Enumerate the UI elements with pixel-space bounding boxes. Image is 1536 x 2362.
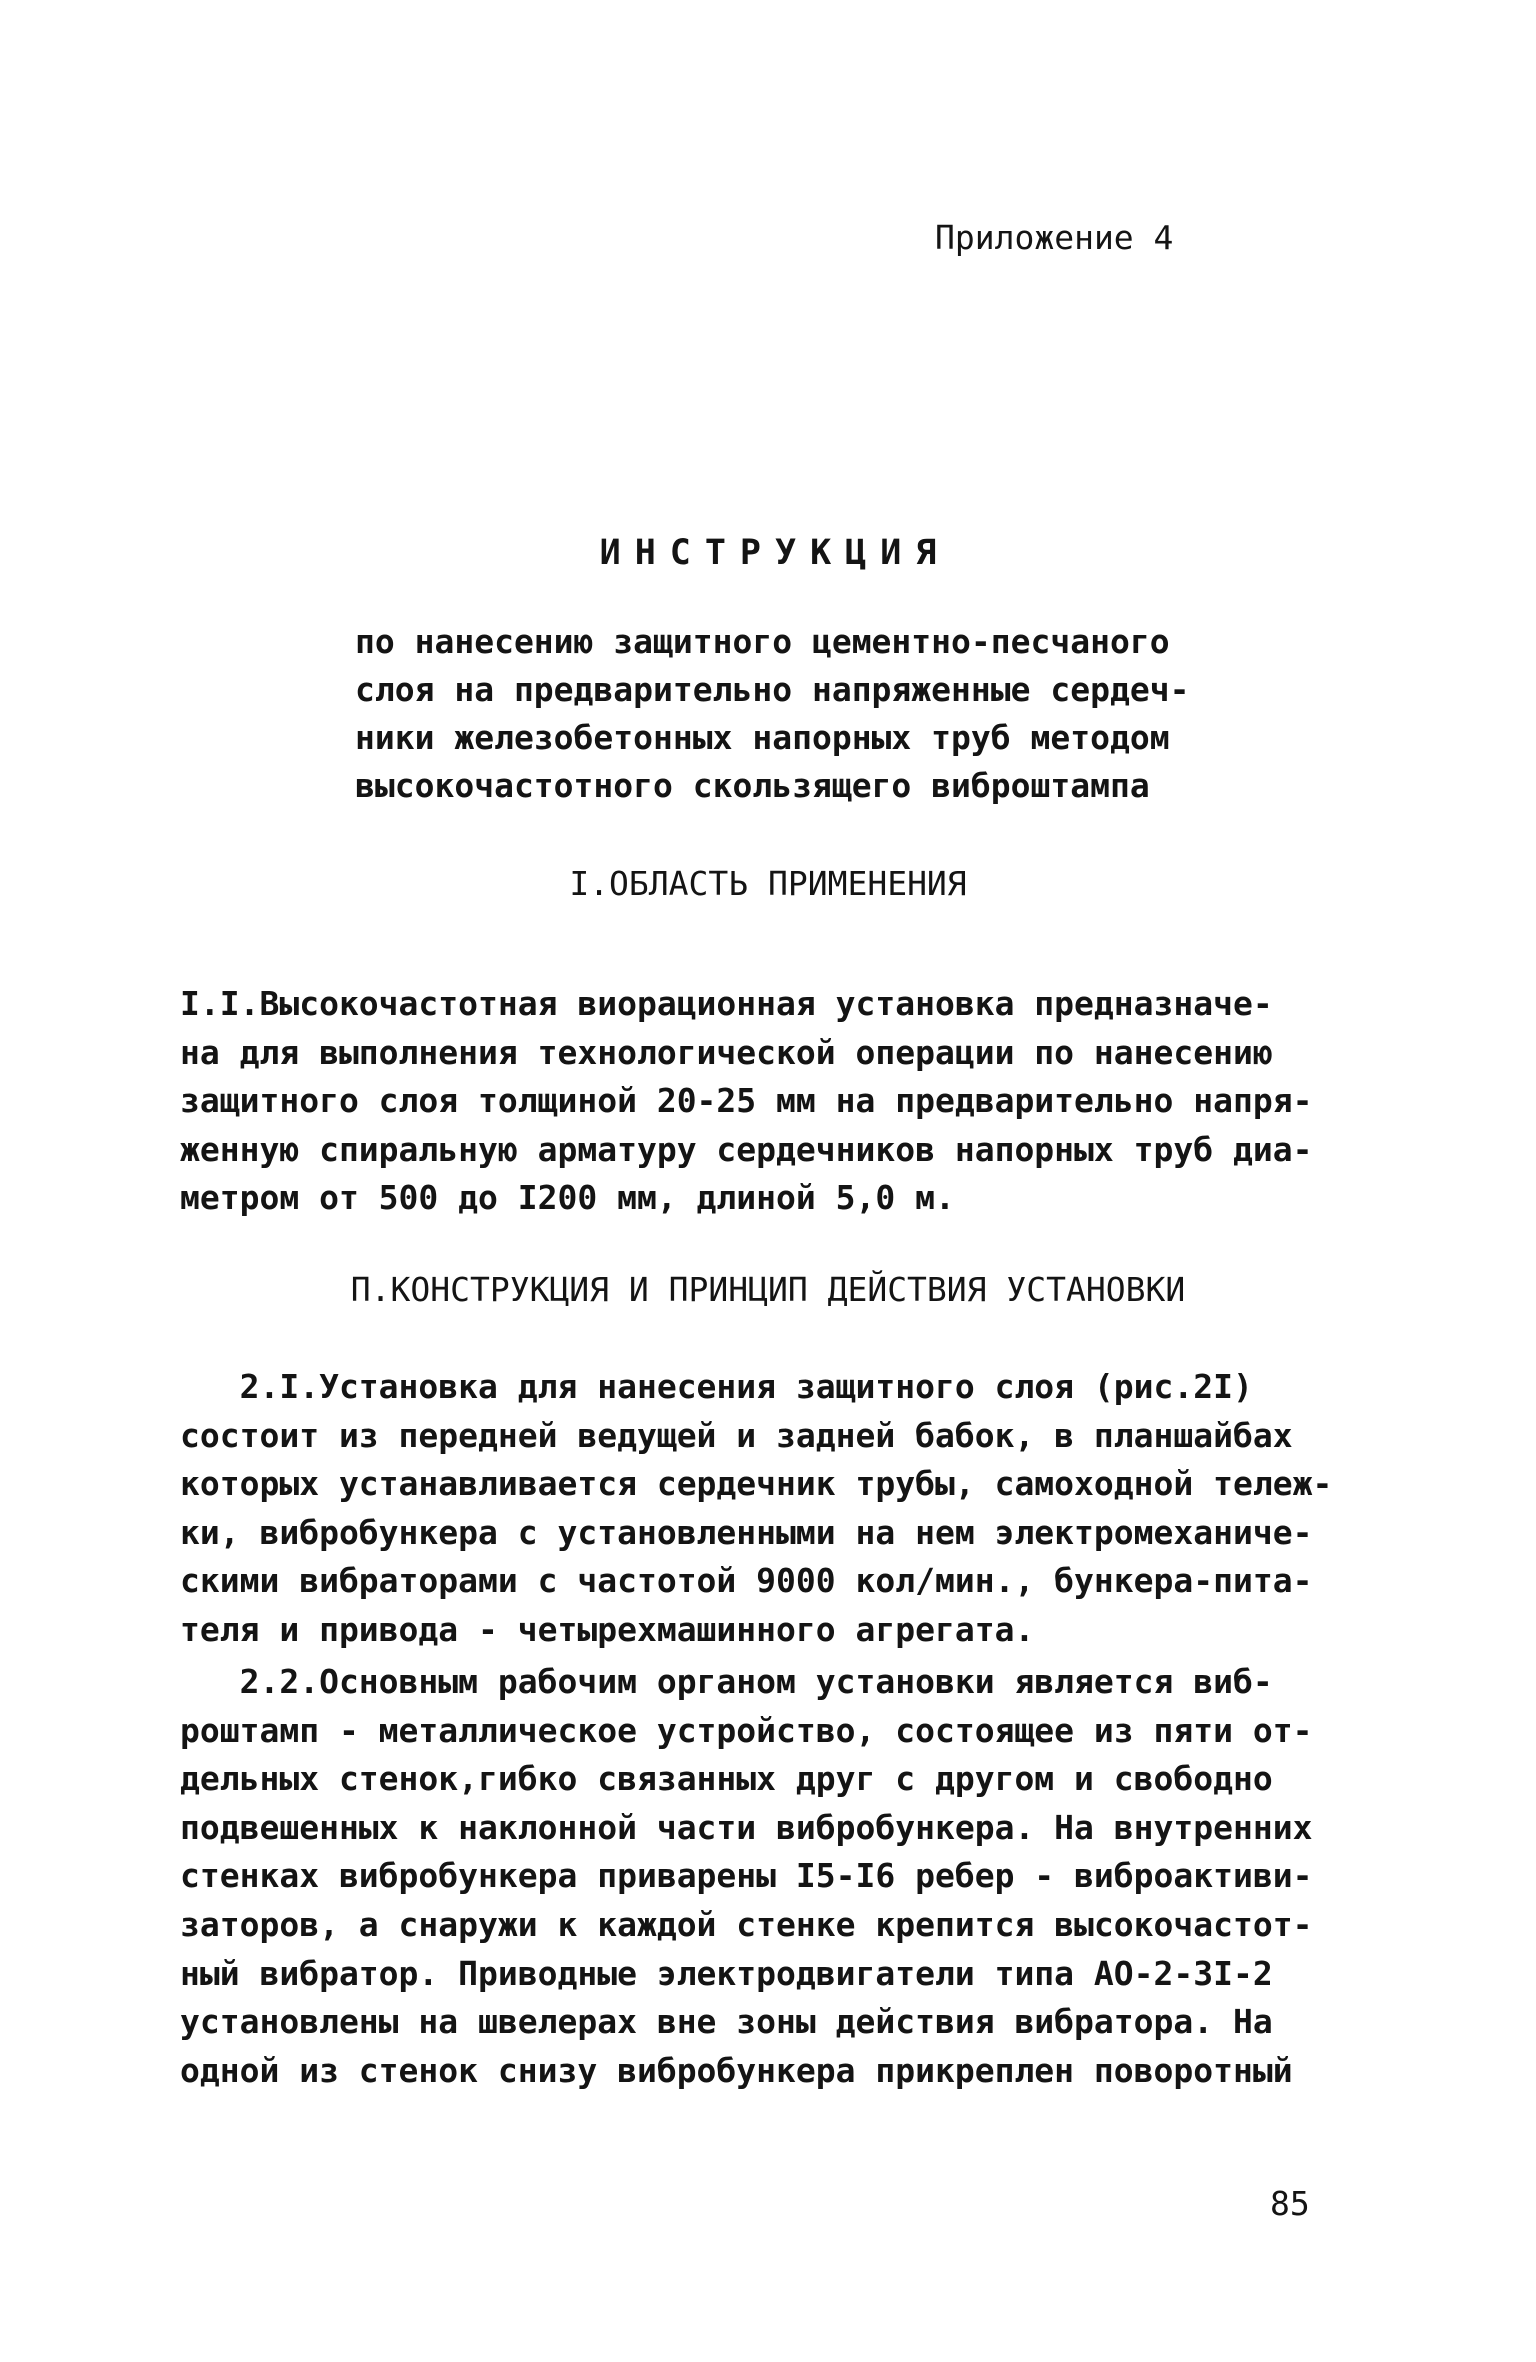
paragraph-line: скими вибраторами с частотой 9000 кол/мин., бункера-пита- xyxy=(180,1561,1313,1601)
paragraph-line: подвешенных к наклонной части вибробункера. На внутренних xyxy=(180,1807,1313,1847)
paragraph-line: заторов, а снаружи к каждой стенке крепится высокочастот- xyxy=(180,1904,1313,1944)
subtitle-line: по нанесению защитного цементно-песчаного xyxy=(355,622,1170,661)
paragraph-line: женную спиральную арматуру сердечников напорных труб диа- xyxy=(180,1129,1313,1169)
document-subtitle xyxy=(355,618,1255,810)
paragraph-line: роштамп - металлическое устройство, состоящее из пяти от- xyxy=(180,1710,1313,1750)
paragraph-line: ки, вибробункера с установленными на нем электромеханиче- xyxy=(180,1512,1313,1552)
subtitle-line: ники железобетонных напорных труб методом xyxy=(355,718,1170,757)
paragraph-line: 2.I.Установка для нанесения защитного слоя (рис.2I) xyxy=(180,1367,1253,1406)
page-number: 85 xyxy=(1270,2184,1310,2223)
paragraph-line: 2.2.Основным рабочим органом установки является виб- xyxy=(180,1662,1273,1701)
section-heading-construction: П.КОНСТРУКЦИЯ И ПРИНЦИП ДЕЙСТВИЯ УСТАНОВКИ xyxy=(350,1270,1186,1309)
document-title: ИНСТРУКЦИЯ xyxy=(599,533,951,573)
subtitle-line: слоя на предварительно напряженные сердеч- xyxy=(355,670,1190,709)
section-heading-scope: I.ОБЛАСТЬ ПРИМЕНЕНИЯ xyxy=(569,864,967,903)
paragraph-2-2 xyxy=(180,1658,1350,2095)
paragraph-line: ный вибратор. Приводные электродвигатели типа АО-2-3I-2 xyxy=(180,1953,1273,1993)
appendix-label: Приложение 4 xyxy=(935,218,1174,257)
paragraph-2-1 xyxy=(180,1363,1350,1655)
subtitle-line: высокочастотного скользящего виброштампа xyxy=(355,766,1150,805)
paragraph-line: стенках вибробункера приварены I5-I6 ребер - виброактиви- xyxy=(180,1856,1313,1896)
paragraph-1-1 xyxy=(180,980,1350,1223)
paragraph-line: которых устанавливается сердечник трубы, самоходной тележ- xyxy=(180,1464,1333,1504)
paragraph-line: теля и привода - четырехмашинного агрегата. xyxy=(180,1609,1035,1649)
paragraph-line: на для выполнения технологической операции по нанесению xyxy=(180,1032,1273,1072)
paragraph-line: установлены на швелерах вне зоны действия вибратора. На xyxy=(180,2002,1273,2042)
paragraph-line: защитного слоя толщиной 20-25 мм на предварительно напря- xyxy=(180,1081,1313,1121)
paragraph-line: состоит из передней ведущей и задней бабок, в планшайбах xyxy=(180,1415,1293,1455)
paragraph-line: метром от 500 до I200 мм, длиной 5,0 м. xyxy=(180,1178,955,1218)
paragraph-line: одной из стенок снизу вибробункера прикреплен поворотный xyxy=(180,2050,1293,2090)
paragraph-line: I.I.Высокочастотная виорационная установка предназначе- xyxy=(180,984,1273,1023)
paragraph-line: дельных стенок,гибко связанных друг с другом и свободно xyxy=(180,1759,1273,1799)
